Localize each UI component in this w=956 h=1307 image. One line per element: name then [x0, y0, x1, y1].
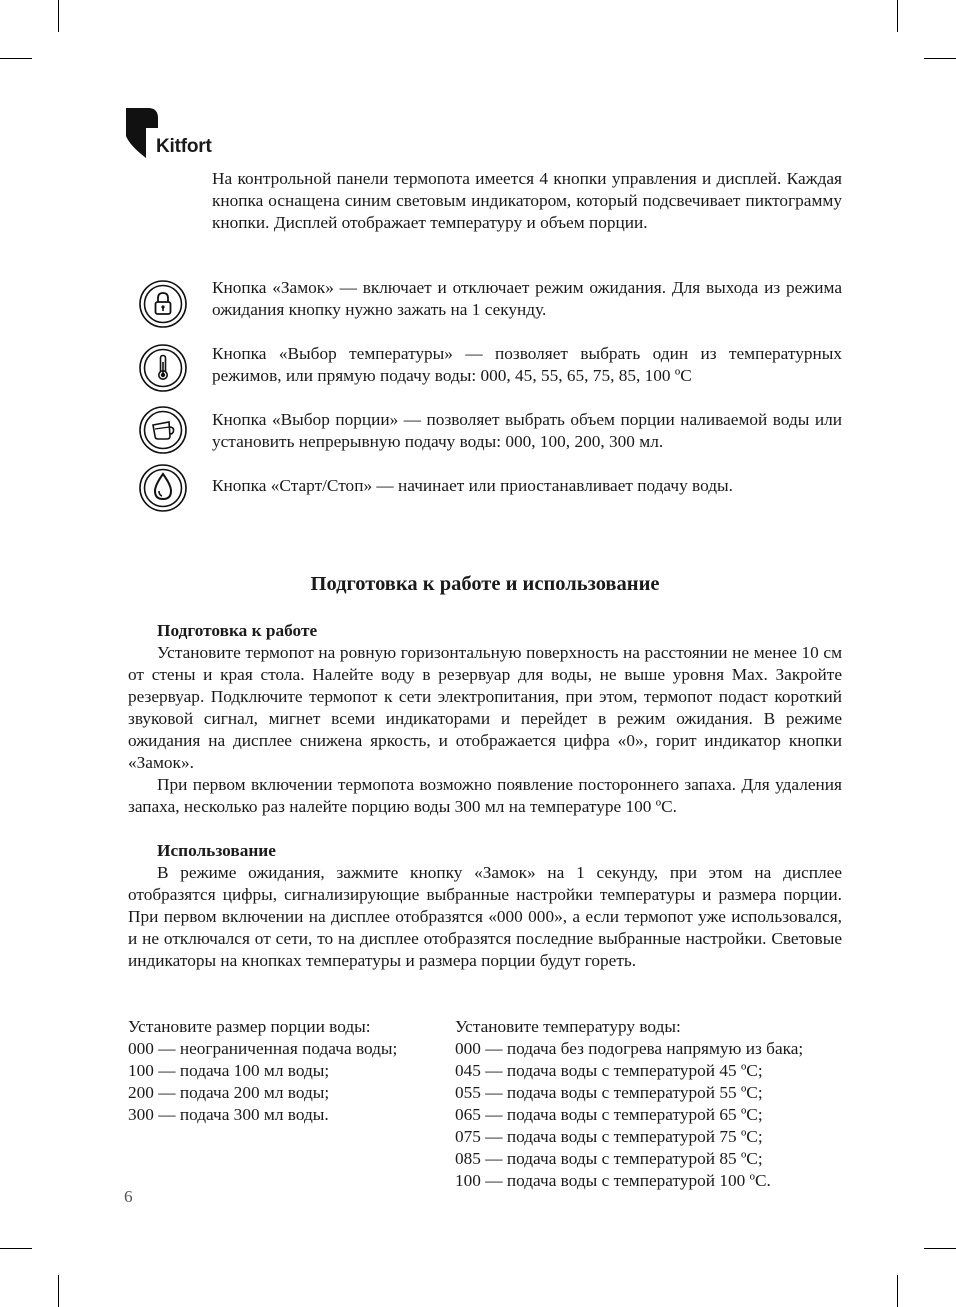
- crop-mark: [58, 0, 59, 32]
- usage-heading: Использование: [157, 841, 276, 860]
- list-item: 065 — подача воды с температурой 65 ºС;: [455, 1105, 763, 1124]
- section-title: Подготовка к работе и использование: [310, 573, 660, 595]
- usage-paragraph-1: В режиме ожидания, зажмите кнопку «Замок» на 1 секунду, при этом на дисплее отобразятся цифры, сигнализирующие выбранные настройки температуры и размера порции. При первом включении на дисплее отобразятся «000 000», а если термопот уже использовался, и не отключался от сети, то на дисплее отобразятся последние выбранные настройки. Световые индикаторы на кнопках температуры и размера порции будут гореть.: [128, 863, 842, 970]
- list-item: 000 — подача без подогрева напрямую из бака;: [455, 1039, 804, 1058]
- start-stop-button-description: Кнопка «Старт/Стоп» — начинает или приостанавливает подачу воды.: [212, 476, 733, 495]
- usage-body: [128, 862, 842, 972]
- water-drop-icon: [139, 464, 187, 512]
- brand-name: Kitfort: [156, 136, 212, 157]
- crop-mark: [0, 58, 32, 59]
- list-item: 000 — неограниченная подача воды;: [128, 1039, 398, 1058]
- list-item: 100 — подача 100 мл воды;: [128, 1061, 330, 1080]
- crop-mark: [924, 58, 956, 59]
- portion-list-heading: Установите размер порции воды:: [128, 1017, 371, 1036]
- crop-mark: [0, 1248, 32, 1249]
- portion-button-description: Кнопка «Выбор порции» — позволяет выбрать объем порции наливаемой воды или установить непрерывную подачу воды: 000, 100, 200, 300 мл.: [212, 410, 842, 451]
- lock-icon: [139, 280, 187, 328]
- list-item: 100 — подача воды с температурой 100 ºС.: [455, 1171, 771, 1190]
- lock-button-description: Кнопка «Замок» — включает и отключает режим ожидания. Для выхода из режима ожидания кнопку нужно зажать на 1 секунду.: [212, 278, 842, 319]
- list-item: 085 — подача воды с температурой 85 ºС;: [455, 1149, 763, 1168]
- crop-mark: [58, 1275, 59, 1307]
- prep-body: [128, 642, 842, 818]
- prep-heading: Подготовка к работе: [157, 621, 318, 640]
- list-item: 200 — подача 200 мл воды;: [128, 1083, 330, 1102]
- list-item: 055 — подача воды с температурой 55 ºС;: [455, 1083, 763, 1102]
- temperature-button-description: Кнопка «Выбор температуры» — позволяет выбрать один из температурных режимов, или прямую подачу воды: 000, 45, 55, 65, 75, 85, 100 ºС: [212, 344, 842, 385]
- list-item: 075 — подача воды с температурой 75 ºС;: [455, 1127, 763, 1146]
- prep-paragraph-1: Установите термопот на ровную горизонтальную поверхность на расстоянии не менее 10 см от стены и края стола. Налейте воду в резервуар для воды, не выше уровня Max. Закройте резервуар. Подключите термопот к сети электропитания, при этом, термопот подаст короткий звуковой сигнал, мигнет всеми индикаторами и перейдет в режим ожидания. В режиме ожидания на дисплее снижена яркость, и отображается цифра «0», горит индикатор кнопки «Замок».: [128, 643, 842, 772]
- list-item: 045 — подача воды с температурой 45 ºС;: [455, 1061, 763, 1080]
- portion-list: [128, 1016, 397, 1126]
- crop-mark: [897, 0, 898, 32]
- brand-mark-icon: [126, 108, 160, 158]
- temperature-list: [455, 1016, 803, 1192]
- cup-icon: [139, 406, 187, 454]
- temperature-list-heading: Установите температуру воды:: [455, 1017, 681, 1036]
- crop-mark: [924, 1248, 956, 1249]
- prep-paragraph-2: При первом включении термопота возможно появление постороннего запаха. Для удаления запаха, несколько раз налейте порцию воды 300 мл на температуре 100 ºС.: [128, 775, 842, 816]
- crop-mark: [897, 1275, 898, 1307]
- intro-paragraph: На контрольной панели термопота имеется 4 кнопки управления и дисплей. Каждая кнопка оснащена синим световым индикатором, который подсвечивает пиктограмму кнопки. Дисплей отображает температуру и объем порции.: [212, 169, 842, 232]
- thermometer-icon: [139, 344, 187, 392]
- page-number: 6: [124, 1187, 133, 1206]
- list-item: 300 — подача 300 мл воды.: [128, 1105, 329, 1124]
